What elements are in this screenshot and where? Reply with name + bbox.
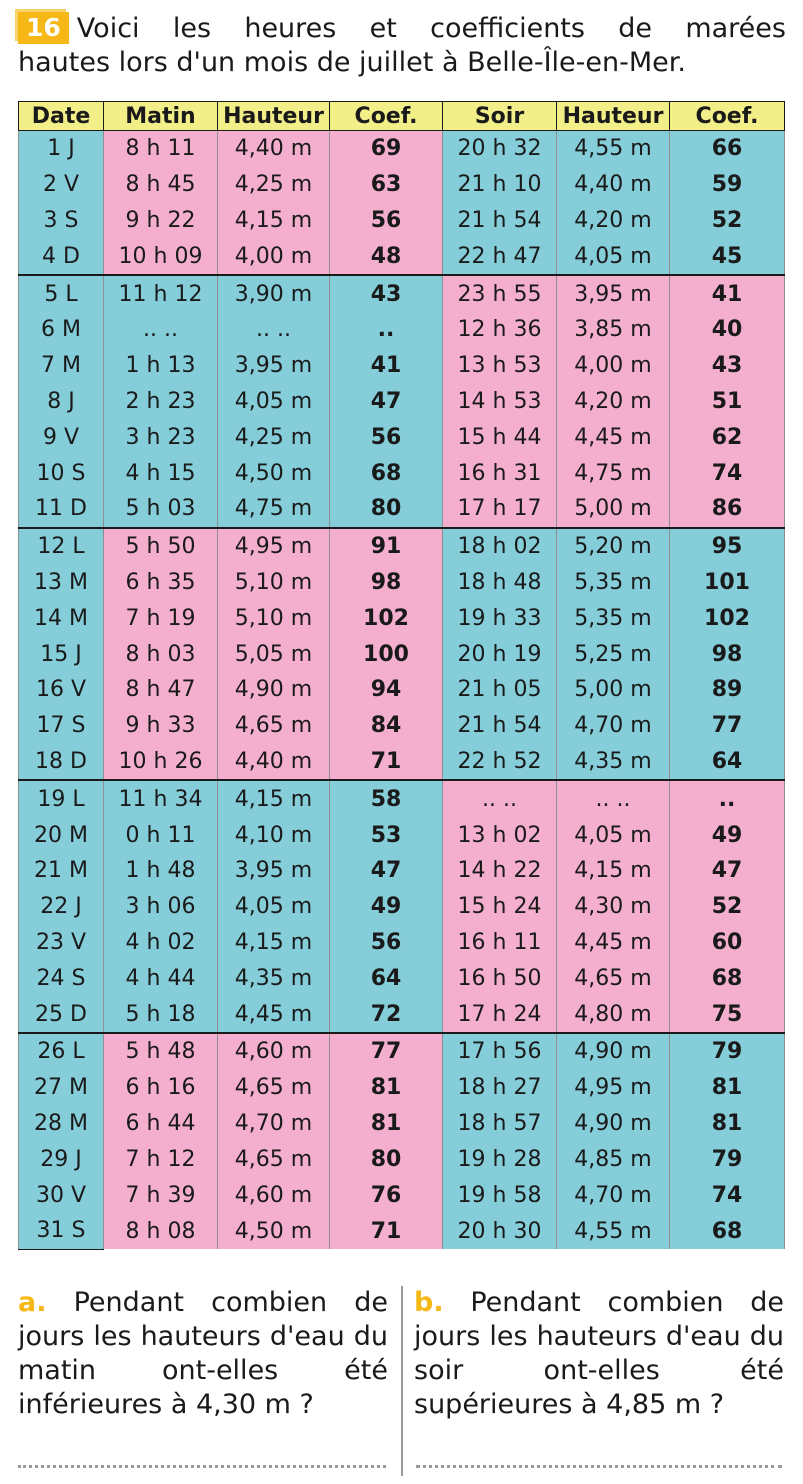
date-cell: 18 D: [19, 744, 104, 781]
morning-height-cell: 4,95 m: [218, 528, 330, 565]
morning-height-cell: 4,65 m: [218, 1141, 330, 1177]
evening-height-cell: 3,85 m: [557, 312, 670, 348]
evening-height-cell: 4,65 m: [557, 960, 670, 996]
evening-coef-cell: 40: [670, 312, 785, 348]
evening-coef-cell: 74: [670, 1177, 785, 1213]
date-cell: 11 D: [19, 491, 104, 528]
evening-coef-cell: 60: [670, 925, 785, 961]
morning-time-cell: 9 h 22: [104, 203, 218, 239]
morning-height-cell: 5,10 m: [218, 600, 330, 636]
morning-time-cell: 8 h 11: [104, 131, 218, 167]
evening-coef-cell: 77: [670, 708, 785, 744]
morning-time-cell: 2 h 23: [104, 384, 218, 420]
table-row: [19, 996, 785, 1033]
table-row: [19, 1213, 785, 1249]
statement-word: les: [172, 13, 212, 44]
date-cell: 10 S: [19, 455, 104, 491]
date-cell: 9 V: [19, 419, 104, 455]
evening-coef-cell: 79: [670, 1141, 785, 1177]
morning-coef-cell: 64: [330, 960, 443, 996]
table-row: [19, 780, 785, 817]
evening-coef-cell: 43: [670, 348, 785, 384]
evening-coef-cell: 49: [670, 817, 785, 853]
morning-coef-cell: 80: [330, 491, 443, 528]
evening-height-cell: 4,85 m: [557, 1141, 670, 1177]
date-cell: 24 S: [19, 960, 104, 996]
evening-time-cell: 22 h 52: [443, 744, 557, 781]
evening-time-cell: .. ..: [443, 780, 557, 817]
morning-time-cell: 8 h 08: [104, 1213, 218, 1249]
morning-height-cell: 4,05 m: [218, 889, 330, 925]
date-cell: 20 M: [19, 817, 104, 853]
evening-coef-cell: 86: [670, 491, 785, 528]
evening-time-cell: 17 h 56: [443, 1033, 557, 1070]
date-cell: 31 S: [19, 1213, 104, 1249]
morning-coef-cell: 41: [330, 348, 443, 384]
morning-coef-cell: 69: [330, 131, 443, 167]
table-row: [19, 131, 785, 167]
evening-coef-cell: 68: [670, 1213, 785, 1249]
evening-height-cell: 4,35 m: [557, 744, 670, 781]
evening-height-cell: 4,80 m: [557, 996, 670, 1033]
morning-time-cell: 11 h 12: [104, 275, 218, 312]
date-cell: 13 M: [19, 565, 104, 601]
evening-height-cell: 4,90 m: [557, 1033, 670, 1070]
statement-word: Voici: [76, 13, 140, 44]
morning-height-cell: 4,00 m: [218, 238, 330, 275]
table-row: [19, 419, 785, 455]
evening-coef-cell: 41: [670, 275, 785, 312]
morning-coef-cell: 56: [330, 925, 443, 961]
morning-time-cell: .. ..: [104, 312, 218, 348]
morning-coef-cell: 47: [330, 384, 443, 420]
evening-time-cell: 12 h 36: [443, 312, 557, 348]
morning-height-cell: 4,75 m: [218, 491, 330, 528]
evening-height-cell: 4,45 m: [557, 419, 670, 455]
date-cell: 2 V: [19, 167, 104, 203]
morning-height-cell: .. ..: [218, 312, 330, 348]
table-header-row: [19, 102, 785, 131]
morning-time-cell: 3 h 23: [104, 419, 218, 455]
date-cell: 29 J: [19, 1141, 104, 1177]
answer-line-b[interactable]: [416, 1465, 782, 1468]
evening-time-cell: 18 h 27: [443, 1070, 557, 1106]
table-row: [19, 167, 785, 203]
evening-height-cell: 5,25 m: [557, 636, 670, 672]
date-cell: 16 V: [19, 672, 104, 708]
evening-coef-cell: 74: [670, 455, 785, 491]
evening-coef-cell: ..: [670, 780, 785, 817]
morning-time-cell: 4 h 44: [104, 960, 218, 996]
morning-coef-cell: 72: [330, 996, 443, 1033]
table-row: [19, 1033, 785, 1070]
morning-coef-cell: 58: [330, 780, 443, 817]
evening-coef-cell: 51: [670, 384, 785, 420]
morning-height-cell: 4,05 m: [218, 384, 330, 420]
evening-coef-cell: 75: [670, 996, 785, 1033]
morning-time-cell: 7 h 39: [104, 1177, 218, 1213]
date-cell: 28 M: [19, 1106, 104, 1142]
evening-height-cell: 3,95 m: [557, 275, 670, 312]
evening-time-cell: 20 h 30: [443, 1213, 557, 1249]
morning-coef-cell: 77: [330, 1033, 443, 1070]
header-evening-coef: Coef.: [670, 102, 785, 131]
evening-coef-cell: 47: [670, 853, 785, 889]
table-row: [19, 1106, 785, 1142]
table-row: [19, 925, 785, 961]
table-row: [19, 348, 785, 384]
morning-coef-cell: 98: [330, 565, 443, 601]
table-row: [19, 455, 785, 491]
morning-height-cell: 4,60 m: [218, 1177, 330, 1213]
answer-line-a[interactable]: [18, 1465, 386, 1468]
evening-height-cell: 4,55 m: [557, 131, 670, 167]
evening-coef-cell: 52: [670, 203, 785, 239]
date-cell: 14 M: [19, 600, 104, 636]
table-row: [19, 384, 785, 420]
morning-coef-cell: 91: [330, 528, 443, 565]
column-divider: [401, 1286, 403, 1476]
date-cell: 5 L: [19, 275, 104, 312]
date-cell: 30 V: [19, 1177, 104, 1213]
morning-coef-cell: 49: [330, 889, 443, 925]
date-cell: 21 M: [19, 853, 104, 889]
morning-coef-cell: 71: [330, 1213, 443, 1249]
evening-height-cell: 5,35 m: [557, 600, 670, 636]
evening-time-cell: 21 h 05: [443, 672, 557, 708]
evening-time-cell: 15 h 44: [443, 419, 557, 455]
evening-height-cell: 4,40 m: [557, 167, 670, 203]
evening-time-cell: 13 h 53: [443, 348, 557, 384]
statement-word: de: [618, 13, 653, 44]
morning-height-cell: 4,15 m: [218, 780, 330, 817]
evening-coef-cell: 102: [670, 600, 785, 636]
evening-height-cell: 4,15 m: [557, 853, 670, 889]
evening-height-cell: 4,20 m: [557, 203, 670, 239]
question-b-text: Pendant combien de jours les hauteurs d'eau du soir ont-elles été supérieures à 4,85 m ?: [414, 1287, 784, 1420]
evening-height-cell: .. ..: [557, 780, 670, 817]
morning-coef-cell: 81: [330, 1106, 443, 1142]
table-row: [19, 528, 785, 565]
morning-coef-cell: 80: [330, 1141, 443, 1177]
morning-time-cell: 5 h 48: [104, 1033, 218, 1070]
morning-coef-cell: 84: [330, 708, 443, 744]
tide-table: [18, 101, 785, 1250]
morning-time-cell: 8 h 45: [104, 167, 218, 203]
evening-time-cell: 22 h 47: [443, 238, 557, 275]
table-row: [19, 312, 785, 348]
evening-time-cell: 14 h 22: [443, 853, 557, 889]
evening-time-cell: 19 h 28: [443, 1141, 557, 1177]
table-row: [19, 889, 785, 925]
evening-height-cell: 5,35 m: [557, 565, 670, 601]
evening-time-cell: 19 h 33: [443, 600, 557, 636]
morning-coef-cell: 102: [330, 600, 443, 636]
statement-word: coefficients: [430, 13, 585, 44]
header-evening: Soir: [443, 102, 557, 131]
morning-height-cell: 5,05 m: [218, 636, 330, 672]
table-row: [19, 817, 785, 853]
morning-time-cell: 9 h 33: [104, 708, 218, 744]
evening-height-cell: 4,70 m: [557, 708, 670, 744]
morning-height-cell: 4,40 m: [218, 744, 330, 781]
morning-time-cell: 1 h 48: [104, 853, 218, 889]
evening-time-cell: 23 h 55: [443, 275, 557, 312]
statement-word: et: [369, 13, 397, 44]
evening-coef-cell: 68: [670, 960, 785, 996]
table-row: [19, 600, 785, 636]
date-cell: 26 L: [19, 1033, 104, 1070]
statement-line-2: hautes lors d'un mois de juillet à Belle-Île-en-Mer.: [18, 47, 686, 78]
morning-height-cell: 4,15 m: [218, 203, 330, 239]
morning-time-cell: 7 h 19: [104, 600, 218, 636]
exercise-statement: [18, 12, 786, 80]
morning-time-cell: 5 h 03: [104, 491, 218, 528]
morning-time-cell: 11 h 34: [104, 780, 218, 817]
morning-height-cell: 4,70 m: [218, 1106, 330, 1142]
morning-time-cell: 1 h 13: [104, 348, 218, 384]
morning-height-cell: 4,50 m: [218, 1213, 330, 1249]
morning-height-cell: 3,95 m: [218, 853, 330, 889]
morning-coef-cell: 56: [330, 419, 443, 455]
morning-coef-cell: ..: [330, 312, 443, 348]
morning-height-cell: 4,25 m: [218, 419, 330, 455]
morning-height-cell: 4,25 m: [218, 167, 330, 203]
evening-height-cell: 5,00 m: [557, 491, 670, 528]
evening-time-cell: 18 h 57: [443, 1106, 557, 1142]
evening-coef-cell: 52: [670, 889, 785, 925]
evening-time-cell: 16 h 50: [443, 960, 557, 996]
morning-coef-cell: 94: [330, 672, 443, 708]
date-cell: 3 S: [19, 203, 104, 239]
morning-coef-cell: 63: [330, 167, 443, 203]
evening-height-cell: 4,90 m: [557, 1106, 670, 1142]
morning-time-cell: 8 h 03: [104, 636, 218, 672]
statement-word: heures: [244, 13, 337, 44]
evening-time-cell: 15 h 24: [443, 889, 557, 925]
morning-time-cell: 4 h 02: [104, 925, 218, 961]
evening-coef-cell: 98: [670, 636, 785, 672]
header-date: Date: [19, 102, 104, 131]
morning-time-cell: 6 h 44: [104, 1106, 218, 1142]
evening-coef-cell: 66: [670, 131, 785, 167]
morning-coef-cell: 81: [330, 1070, 443, 1106]
morning-coef-cell: 48: [330, 238, 443, 275]
date-cell: 6 M: [19, 312, 104, 348]
morning-time-cell: 10 h 09: [104, 238, 218, 275]
evening-height-cell: 4,55 m: [557, 1213, 670, 1249]
evening-coef-cell: 45: [670, 238, 785, 275]
question-a: [18, 1286, 388, 1422]
evening-coef-cell: 81: [670, 1070, 785, 1106]
evening-height-cell: 4,05 m: [557, 238, 670, 275]
evening-coef-cell: 101: [670, 565, 785, 601]
date-cell: 7 M: [19, 348, 104, 384]
tide-table-body: [19, 131, 785, 1250]
date-cell: 23 V: [19, 925, 104, 961]
morning-height-cell: 4,15 m: [218, 925, 330, 961]
questions-area: [18, 1286, 786, 1476]
evening-coef-cell: 95: [670, 528, 785, 565]
header-morning: Matin: [104, 102, 218, 131]
morning-time-cell: 6 h 16: [104, 1070, 218, 1106]
table-row: [19, 203, 785, 239]
morning-height-cell: 4,50 m: [218, 455, 330, 491]
evening-coef-cell: 59: [670, 167, 785, 203]
morning-time-cell: 8 h 47: [104, 672, 218, 708]
evening-height-cell: 4,05 m: [557, 817, 670, 853]
question-b: [414, 1286, 784, 1422]
morning-coef-cell: 100: [330, 636, 443, 672]
evening-height-cell: 4,70 m: [557, 1177, 670, 1213]
evening-time-cell: 20 h 32: [443, 131, 557, 167]
date-cell: 4 D: [19, 238, 104, 275]
morning-height-cell: 4,65 m: [218, 708, 330, 744]
morning-time-cell: 3 h 06: [104, 889, 218, 925]
date-cell: 27 M: [19, 1070, 104, 1106]
date-cell: 1 J: [19, 131, 104, 167]
header-morning-height: Hauteur: [218, 102, 330, 131]
evening-time-cell: 17 h 24: [443, 996, 557, 1033]
statement-line-1: [18, 12, 786, 46]
question-b-letter: b.: [414, 1287, 444, 1318]
evening-time-cell: 21 h 10: [443, 167, 557, 203]
morning-coef-cell: 71: [330, 744, 443, 781]
table-row: [19, 1070, 785, 1106]
evening-height-cell: 4,75 m: [557, 455, 670, 491]
morning-height-cell: 4,90 m: [218, 672, 330, 708]
morning-coef-cell: 53: [330, 817, 443, 853]
table-row: [19, 636, 785, 672]
table-row: [19, 1177, 785, 1213]
table-row: [19, 238, 785, 275]
table-row: [19, 491, 785, 528]
evening-height-cell: 5,00 m: [557, 672, 670, 708]
evening-time-cell: 17 h 17: [443, 491, 557, 528]
morning-height-cell: 4,65 m: [218, 1070, 330, 1106]
morning-coef-cell: 76: [330, 1177, 443, 1213]
evening-height-cell: 4,95 m: [557, 1070, 670, 1106]
evening-height-cell: 4,30 m: [557, 889, 670, 925]
header-evening-height: Hauteur: [557, 102, 670, 131]
date-cell: 25 D: [19, 996, 104, 1033]
evening-time-cell: 21 h 54: [443, 708, 557, 744]
table-row: [19, 708, 785, 744]
morning-height-cell: 4,60 m: [218, 1033, 330, 1070]
morning-height-cell: 3,90 m: [218, 275, 330, 312]
morning-coef-cell: 43: [330, 275, 443, 312]
evening-height-cell: 4,45 m: [557, 925, 670, 961]
evening-coef-cell: 89: [670, 672, 785, 708]
evening-time-cell: 18 h 48: [443, 565, 557, 601]
question-a-letter: a.: [18, 1287, 47, 1318]
table-row: [19, 565, 785, 601]
evening-coef-cell: 79: [670, 1033, 785, 1070]
evening-time-cell: 20 h 19: [443, 636, 557, 672]
morning-height-cell: 4,35 m: [218, 960, 330, 996]
table-row: [19, 275, 785, 312]
question-a-text: Pendant combien de jours les hauteurs d'eau du matin ont-elles été inférieures à 4,30 m ?: [18, 1287, 388, 1420]
morning-time-cell: 5 h 50: [104, 528, 218, 565]
morning-height-cell: 3,95 m: [218, 348, 330, 384]
evening-coef-cell: 62: [670, 419, 785, 455]
morning-time-cell: 4 h 15: [104, 455, 218, 491]
evening-height-cell: 4,20 m: [557, 384, 670, 420]
table-row: [19, 672, 785, 708]
date-cell: 17 S: [19, 708, 104, 744]
morning-time-cell: 5 h 18: [104, 996, 218, 1033]
morning-time-cell: 0 h 11: [104, 817, 218, 853]
morning-time-cell: 10 h 26: [104, 744, 218, 781]
morning-coef-cell: 47: [330, 853, 443, 889]
evening-time-cell: 18 h 02: [443, 528, 557, 565]
table-row: [19, 960, 785, 996]
morning-coef-cell: 68: [330, 455, 443, 491]
date-cell: 12 L: [19, 528, 104, 565]
morning-height-cell: 4,45 m: [218, 996, 330, 1033]
morning-height-cell: 4,10 m: [218, 817, 330, 853]
morning-height-cell: 5,10 m: [218, 565, 330, 601]
header-morning-coef: Coef.: [330, 102, 443, 131]
exercise-number-badge: 16: [18, 12, 69, 44]
evening-time-cell: 16 h 31: [443, 455, 557, 491]
evening-time-cell: 13 h 02: [443, 817, 557, 853]
date-cell: 8 J: [19, 384, 104, 420]
evening-time-cell: 19 h 58: [443, 1177, 557, 1213]
table-row: [19, 744, 785, 781]
evening-time-cell: 14 h 53: [443, 384, 557, 420]
evening-time-cell: 16 h 11: [443, 925, 557, 961]
evening-height-cell: 5,20 m: [557, 528, 670, 565]
morning-height-cell: 4,40 m: [218, 131, 330, 167]
date-cell: 22 J: [19, 889, 104, 925]
evening-coef-cell: 81: [670, 1106, 785, 1142]
morning-time-cell: 6 h 35: [104, 565, 218, 601]
evening-height-cell: 4,00 m: [557, 348, 670, 384]
table-row: [19, 1141, 785, 1177]
evening-time-cell: 21 h 54: [443, 203, 557, 239]
morning-coef-cell: 56: [330, 203, 443, 239]
date-cell: 19 L: [19, 780, 104, 817]
evening-coef-cell: 64: [670, 744, 785, 781]
statement-word: marées: [685, 13, 786, 44]
date-cell: 15 J: [19, 636, 104, 672]
morning-time-cell: 7 h 12: [104, 1141, 218, 1177]
table-row: [19, 853, 785, 889]
